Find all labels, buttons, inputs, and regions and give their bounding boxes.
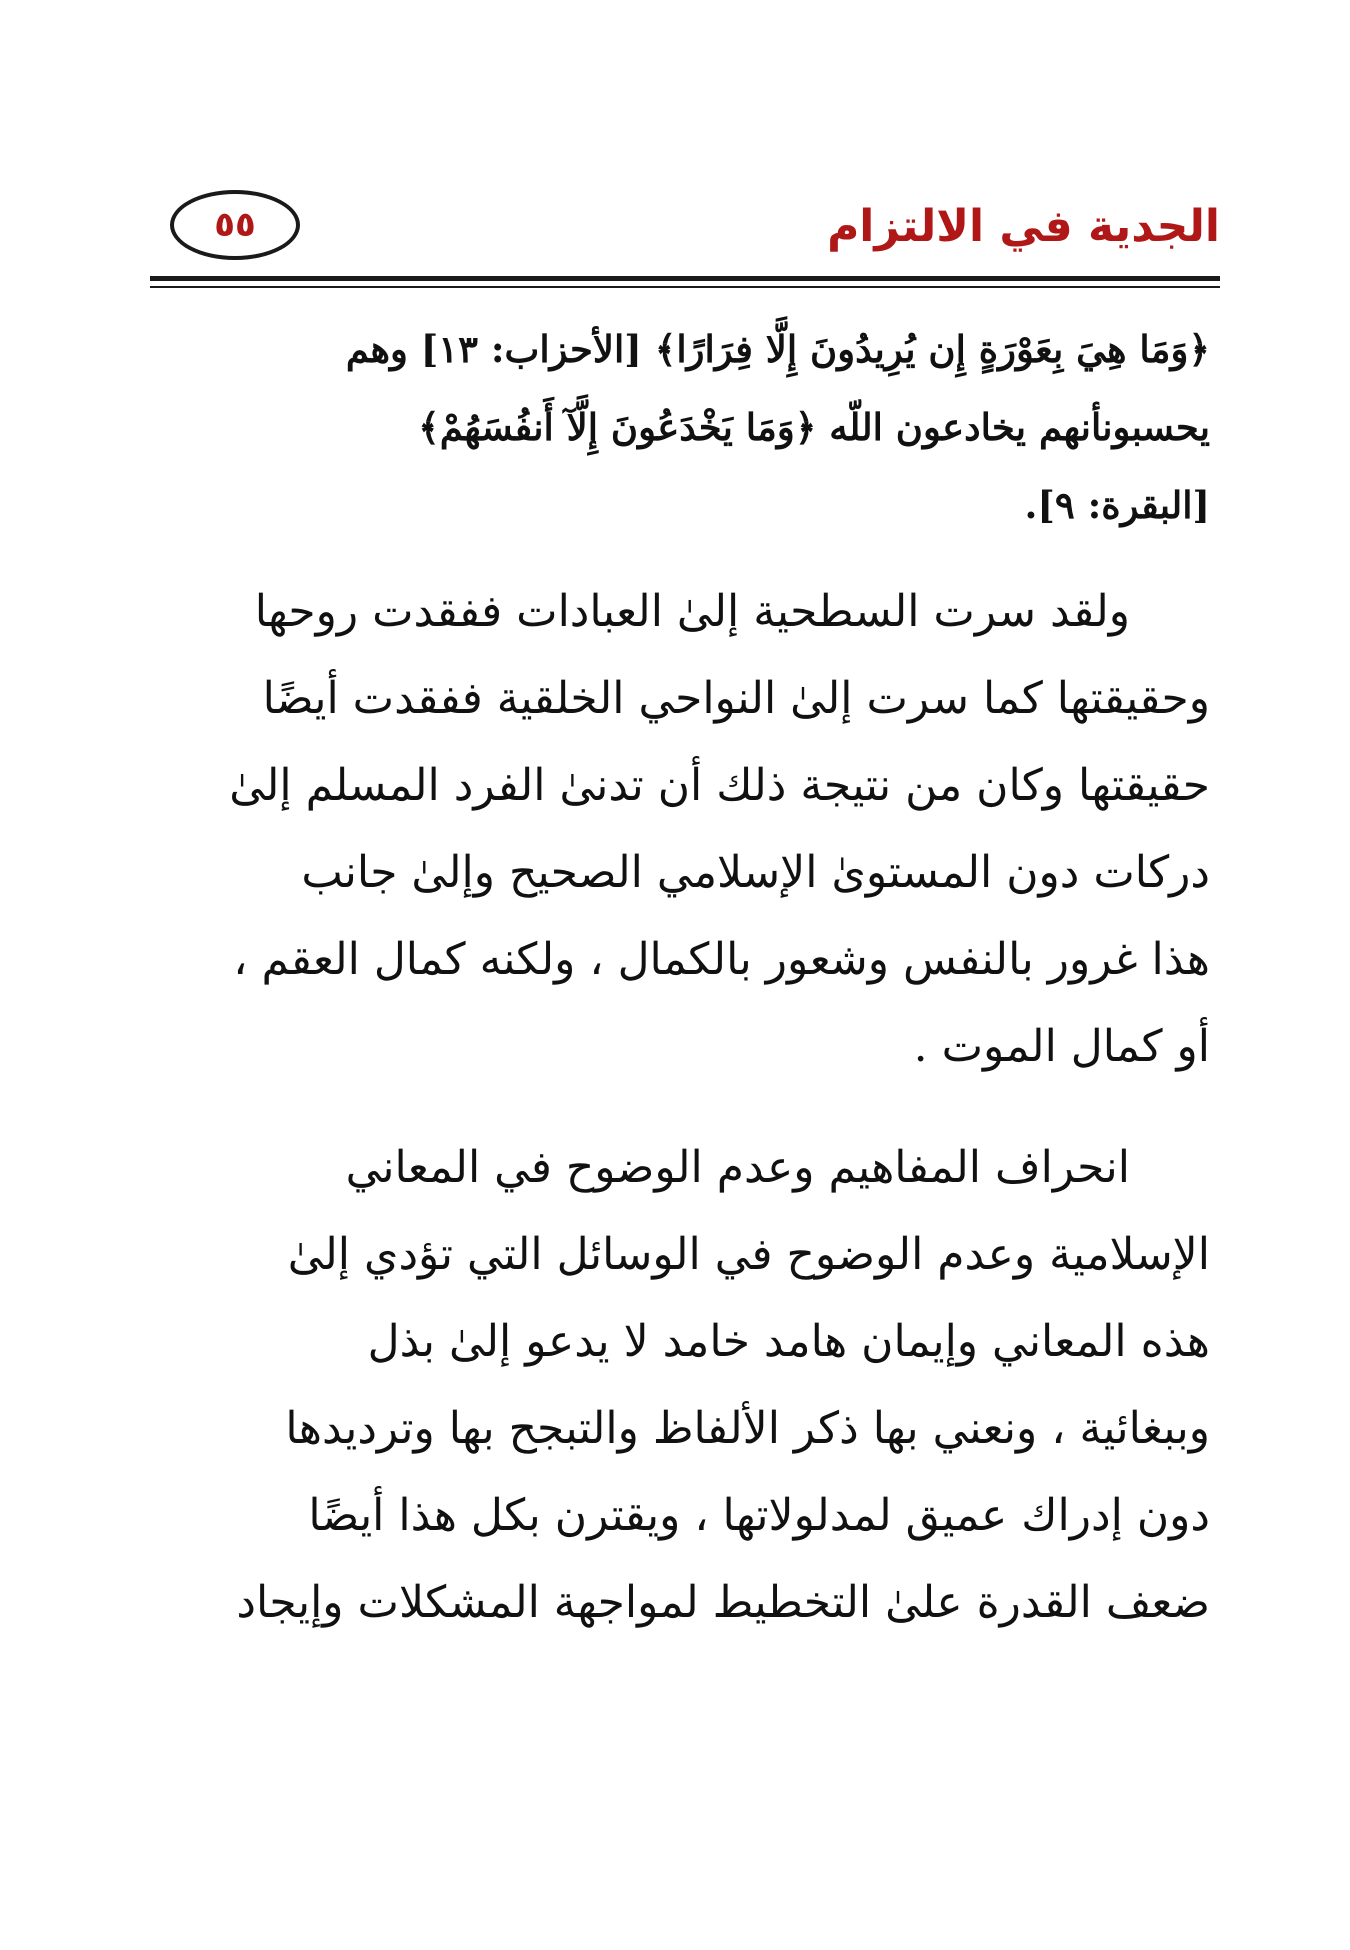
paragraph-2-line: انحراف المفاهيم وعدم الوضوح في المعاني (345, 1142, 1130, 1193)
running-title: الجدية في الالتزام (827, 201, 1220, 252)
page-number: ٥٥ (214, 205, 256, 245)
header-rule-thin (150, 286, 1220, 288)
paragraph-2 (160, 1124, 1210, 1646)
quote-line-2: يحسبونأنهم يخادعون اللّه ﴿وَمَا يَخْدَعُونَ إِلَّآ أَنفُسَهُمْ﴾ (418, 405, 1210, 449)
quote-line-1: ﴿وَمَا هِيَ بِعَوْرَةٍ إِن يُرِيدُونَ إِلَّا فِرَارًا﴾ [الأحزاب: ١٣] وهم (345, 327, 1210, 371)
page-content (160, 310, 1210, 1680)
paragraph-1 (160, 568, 1210, 1090)
paragraph-1-line: حقيقتها وكان من نتيجة ذلك أن تدنىٰ الفرد المسلم إلىٰ (229, 760, 1210, 811)
paragraph-1-line: أو كمال الموت . (913, 1021, 1210, 1072)
paragraph-2-line: دون إدراك عميق لمدلولاتها ، ويقترن بكل هذا أيضًا (308, 1490, 1210, 1541)
quran-quote-block (160, 310, 1210, 544)
paragraph-2-line: وببغائية ، ونعني بها ذكر الألفاظ والتبجح بها وترديدها (285, 1403, 1210, 1454)
paragraph-2-line: ضعف القدرة علىٰ التخطيط لمواجهة المشكلات وإيجاد (236, 1577, 1210, 1628)
paragraph-1-line: ولقد سرت السطحية إلىٰ العبادات ففقدت روحها (254, 586, 1130, 637)
paragraph-1-line: دركات دون المستوىٰ الإسلامي الصحيح وإلىٰ جانب (301, 847, 1210, 898)
quote-reference: [البقرة: ٩]. (1024, 483, 1210, 527)
paragraph-1-line: هذا غرور بالنفس وشعور بالكمال ، ولكنه كمال العقم ، (233, 934, 1210, 985)
page-number-oval (170, 190, 300, 260)
paragraph-1-line: وحقيقتها كما سرت إلىٰ النواحي الخلقية ففقدت أيضًا (262, 673, 1210, 724)
paragraph-2-line: الإسلامية وعدم الوضوح في الوسائل التي تؤدي إلىٰ (287, 1229, 1210, 1280)
page-header (150, 180, 1220, 290)
header-rule-thick (150, 276, 1220, 281)
paragraph-2-line: هذه المعاني وإيمان هامد خامد لا يدعو إلىٰ بذل (367, 1316, 1210, 1367)
